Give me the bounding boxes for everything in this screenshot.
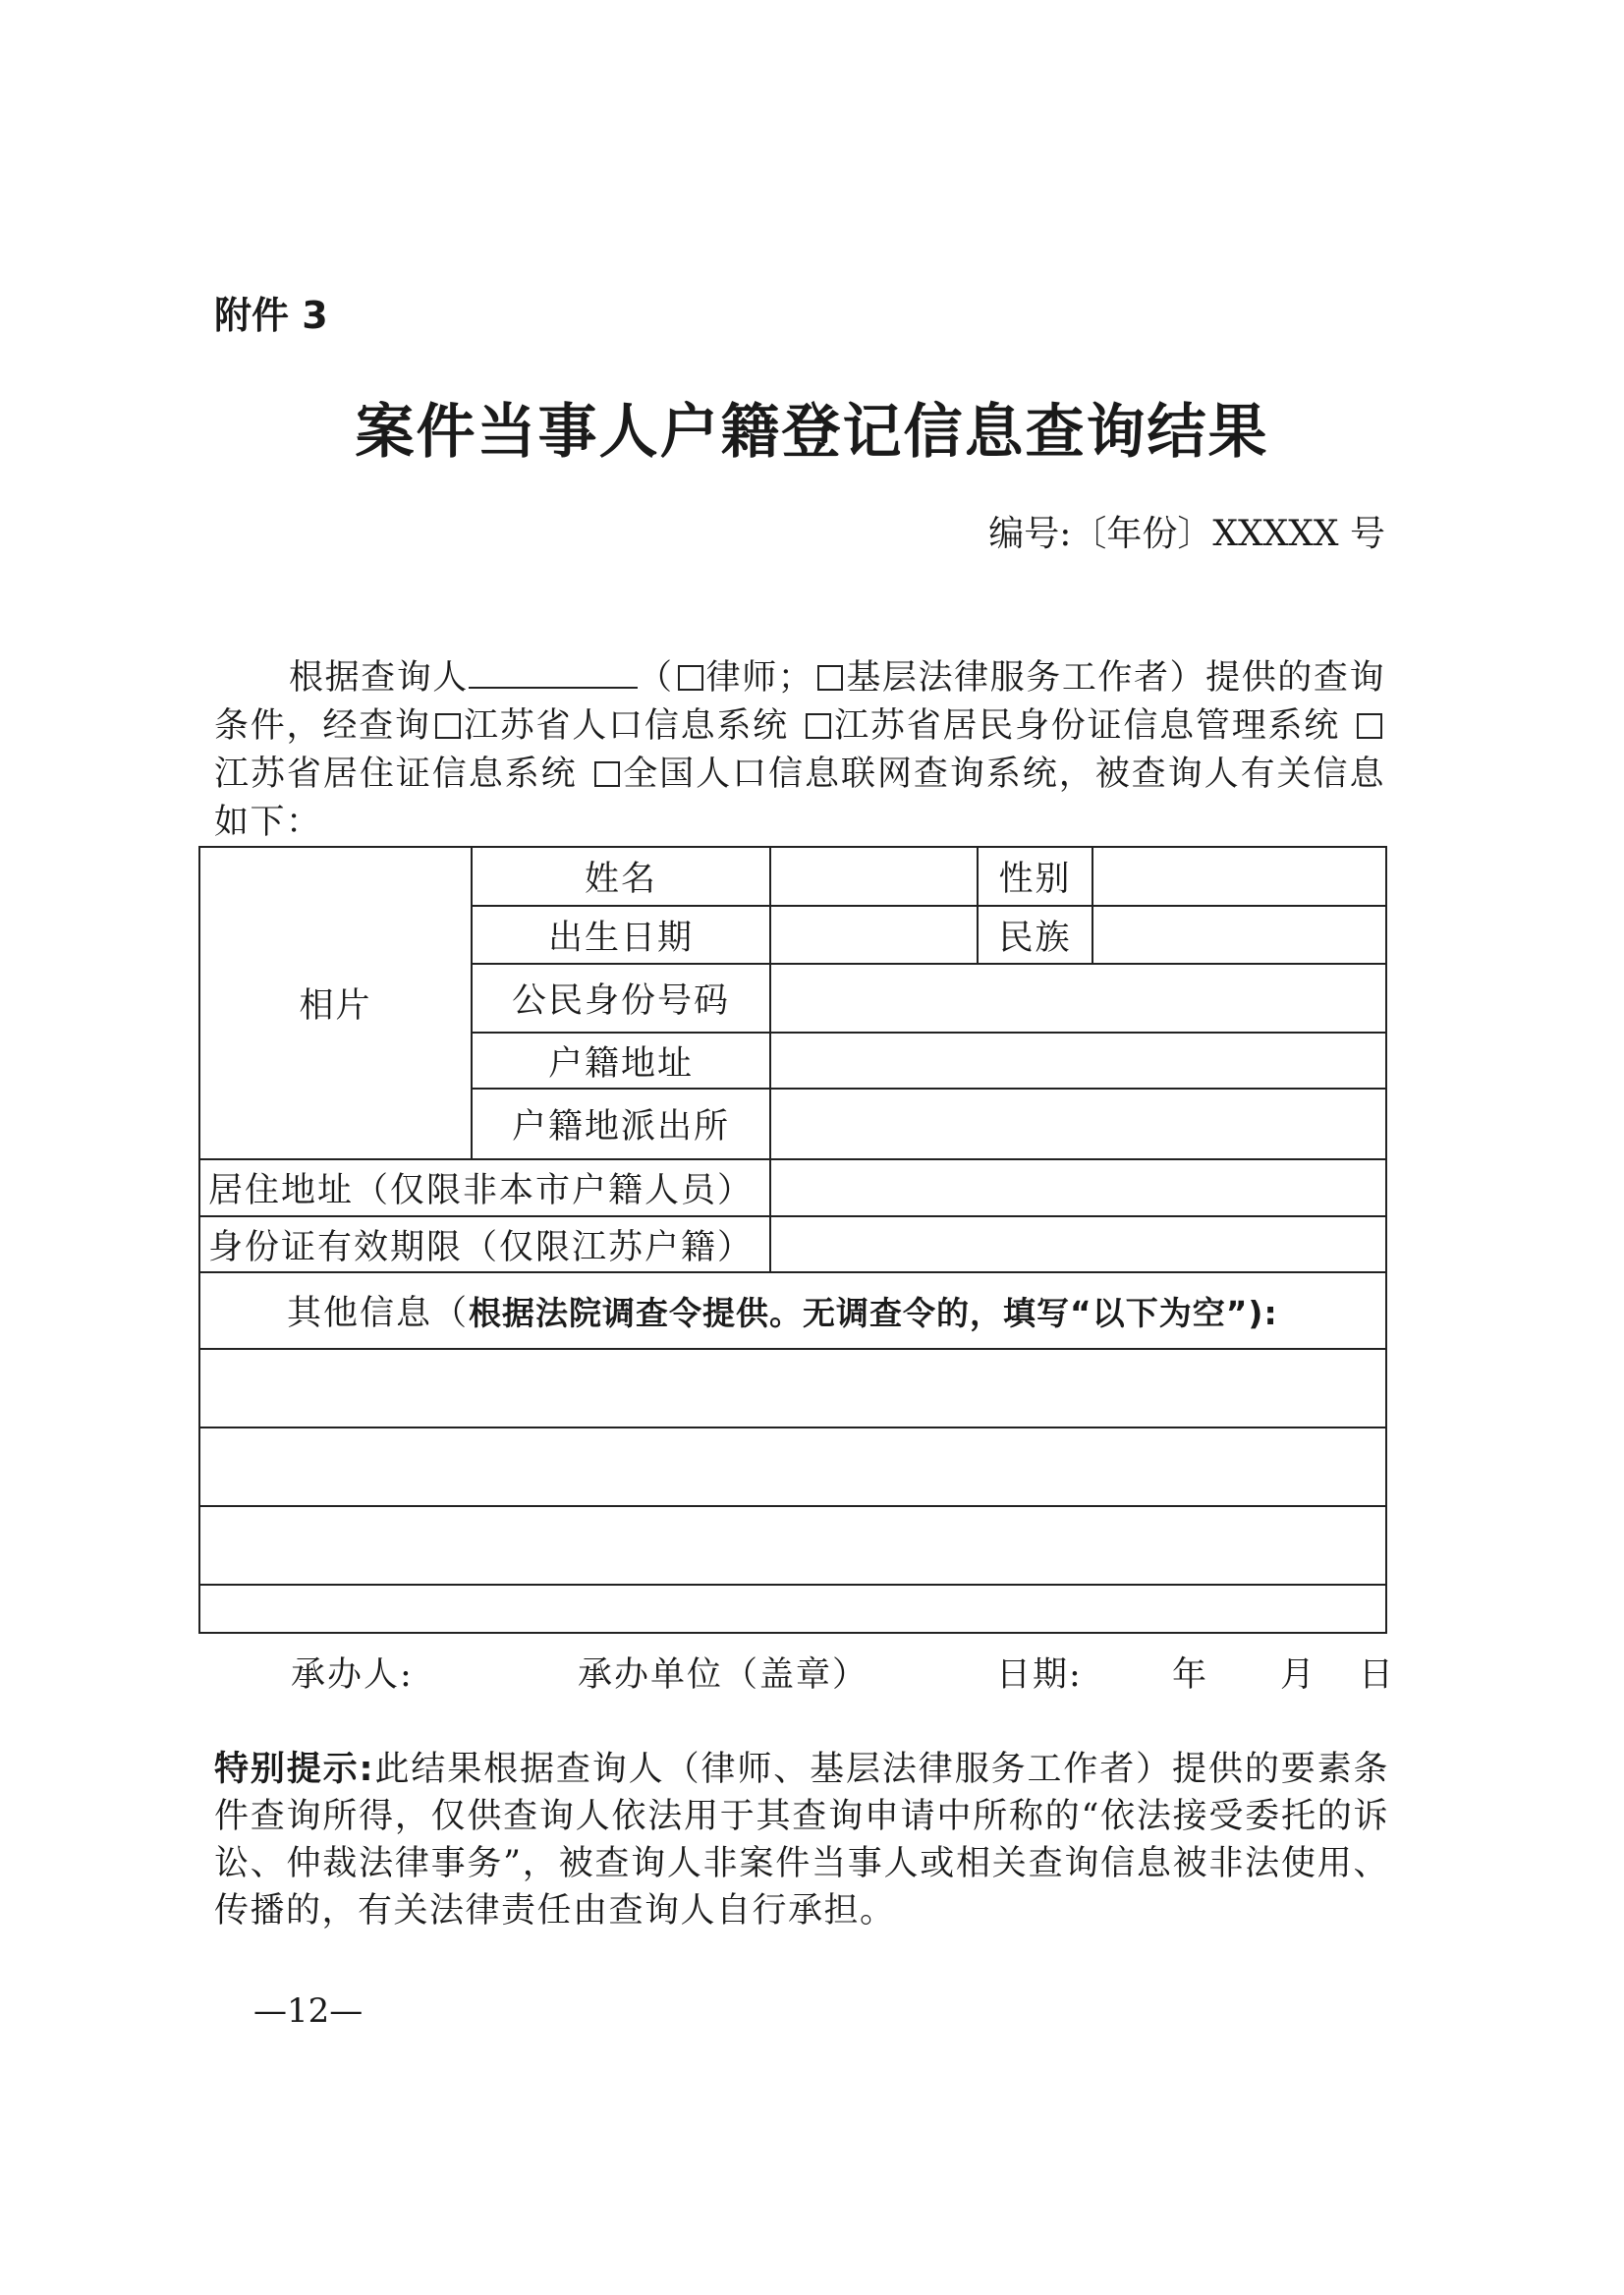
other-info-line[interactable]	[199, 1349, 1386, 1427]
system-4-checkbox[interactable]	[594, 761, 620, 787]
date-label: 日期:	[996, 1655, 1083, 1695]
system-3-checkbox[interactable]	[1357, 713, 1382, 739]
unit-label: 承办单位（盖章）	[578, 1655, 869, 1695]
gender-value[interactable]	[1092, 847, 1386, 906]
other-info-line[interactable]	[199, 1506, 1386, 1585]
birth-date-label: 出生日期	[472, 906, 770, 964]
note-text: 此结果根据查询人（律师、基层法律服务工作者）提供的要素条件查询所得，仅供查询人依法用于其查询申请中所称的“依法接受委托的诉讼、仲裁法律事务”，被查询人非案件当事人或相关查询信息被非法使用、传播的，有关法律责任由查询人自行承担。	[214, 1750, 1389, 1931]
id-validity-label: 身份证有效期限（仅限江苏户籍）	[199, 1216, 770, 1272]
other-info-prefix: 其他信息（	[287, 1294, 470, 1333]
other-info-row	[199, 1506, 1386, 1585]
intro-text-1: 根据查询人	[289, 658, 469, 698]
system-3-label: 江苏省居住证信息系统	[214, 755, 578, 794]
name-label: 姓名	[472, 847, 770, 906]
special-note	[214, 1746, 1389, 1934]
other-info-row	[199, 1349, 1386, 1427]
querier-blank	[469, 653, 638, 689]
grassroots-checkbox[interactable]	[817, 665, 843, 691]
intro-text-2: （	[637, 658, 674, 698]
table-row	[199, 1159, 1386, 1216]
table-row	[199, 1216, 1386, 1272]
other-info-line[interactable]	[199, 1585, 1386, 1633]
id-number-value[interactable]	[770, 964, 1386, 1033]
residence-address-label: 居住地址（仅限非本市户籍人员）	[199, 1159, 770, 1216]
other-info-row	[199, 1427, 1386, 1506]
system-2-label: 江苏省居民身份证信息管理系统	[833, 706, 1341, 746]
attachment-label: 附件 3	[214, 294, 328, 337]
table-row	[199, 847, 1386, 906]
id-validity-value[interactable]	[770, 1216, 1386, 1272]
info-table	[198, 846, 1387, 1634]
lawyer-checkbox[interactable]	[678, 665, 703, 691]
residence-address-value[interactable]	[770, 1159, 1386, 1216]
system-4-label: 全国人口信息联网查询系统，被查询人有关信息如下：	[214, 755, 1385, 842]
household-address-label: 户籍地址	[472, 1033, 770, 1089]
system-1-checkbox[interactable]	[435, 713, 461, 739]
note-label: 特别提示:	[214, 1750, 375, 1789]
other-info-row	[199, 1585, 1386, 1633]
name-value[interactable]	[770, 847, 978, 906]
gender-label: 性别	[978, 847, 1092, 906]
handler-label: 承办人:	[291, 1655, 414, 1695]
police-station-value[interactable]	[770, 1089, 1386, 1159]
year-label: 年	[1172, 1655, 1209, 1695]
other-info-header	[199, 1272, 1386, 1349]
ethnicity-value[interactable]	[1092, 906, 1386, 964]
page-title: 案件当事人户籍登记信息查询结果	[355, 398, 1269, 467]
lawyer-label: 律师；	[705, 658, 814, 698]
grassroots-label: 基层法律服务工作者）提供的查询条件，经查询	[214, 658, 1385, 746]
ethnicity-label: 民族	[978, 906, 1092, 964]
other-info-line[interactable]	[199, 1427, 1386, 1506]
system-1-label: 江苏省人口信息系统	[463, 706, 789, 746]
id-number-label: 公民身份号码	[472, 964, 770, 1033]
police-station-label: 户籍地派出所	[472, 1089, 770, 1159]
system-2-checkbox[interactable]	[806, 713, 831, 739]
month-label: 月	[1280, 1655, 1317, 1695]
photo-cell: 相片	[199, 847, 472, 1159]
page-number: —12—	[253, 1991, 364, 2031]
birth-date-value[interactable]	[770, 906, 978, 964]
intro-paragraph	[214, 653, 1385, 847]
other-info-note: 根据法院调查令提供。无调查令的，填写“以下为空”):	[469, 1294, 1278, 1332]
table-row	[199, 1272, 1386, 1349]
day-label: 日	[1359, 1655, 1396, 1695]
household-address-value[interactable]	[770, 1033, 1386, 1089]
document-number: 编号:〔年份〕XXXXX 号	[988, 514, 1385, 554]
